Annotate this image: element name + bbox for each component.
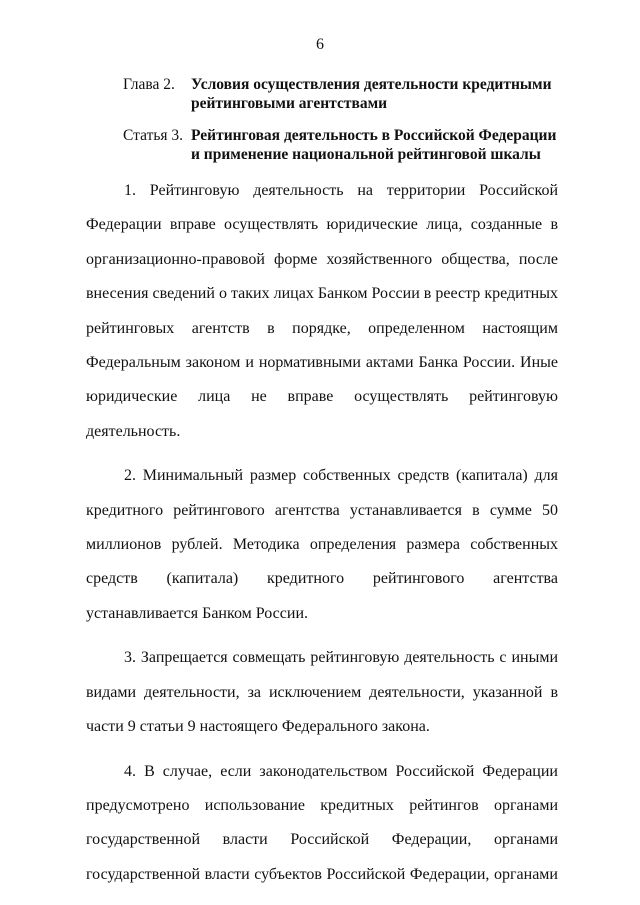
paragraph-2: 2. Минимальный размер собственных средств (капитала) для кредитного рейтингового агентства устанавливается в сумме 50 миллионов рублей. Методика определения размера собственных средств (капитала) кредитного рейтингового агентства устанавливается Банком России. xyxy=(86,467,558,622)
article-prefix: Статья 3. xyxy=(123,127,184,144)
page-number: 6 xyxy=(316,36,324,53)
article-title: Рейтинговая деятельность в Российской Федерации и применение национальной рейтинговой шкалы xyxy=(191,127,557,163)
chapter-heading xyxy=(123,75,563,113)
article-heading xyxy=(123,126,563,164)
chapter-prefix: Глава 2. xyxy=(123,76,175,93)
paragraph-1: 1. Рейтинговую деятельность на территории Российской Федерации вправе осуществлять юридические лица, созданные в организационно-правовой форме хозяйственного общества, после внесения сведений о таких лицах Банком России в реестр кредитных рейтинговых агентств в порядке, определенном настоящим Федеральным законом и нормативными актами Банка России. Иные юридические лица не вправе осуществлять рейтинговую деятельность. xyxy=(86,182,558,440)
chapter-title: Условия осуществления деятельности кредитными рейтинговыми агентствами xyxy=(191,76,552,112)
article-body xyxy=(86,174,558,892)
paragraph-4: 4. В случае, если законодательством Российской Федерации предусмотрено использование кредитных рейтингов органами государственной власти Российской Федерации, органами государственной власти субъектов Российской Федерации, органами xyxy=(86,762,558,883)
paragraph-3: 3. Запрещается совмещать рейтинговую деятельность с иными видами деятельности, за исключением деятельности, указанной в части 9 статьи 9 настоящего Федерального закона. xyxy=(86,649,558,736)
